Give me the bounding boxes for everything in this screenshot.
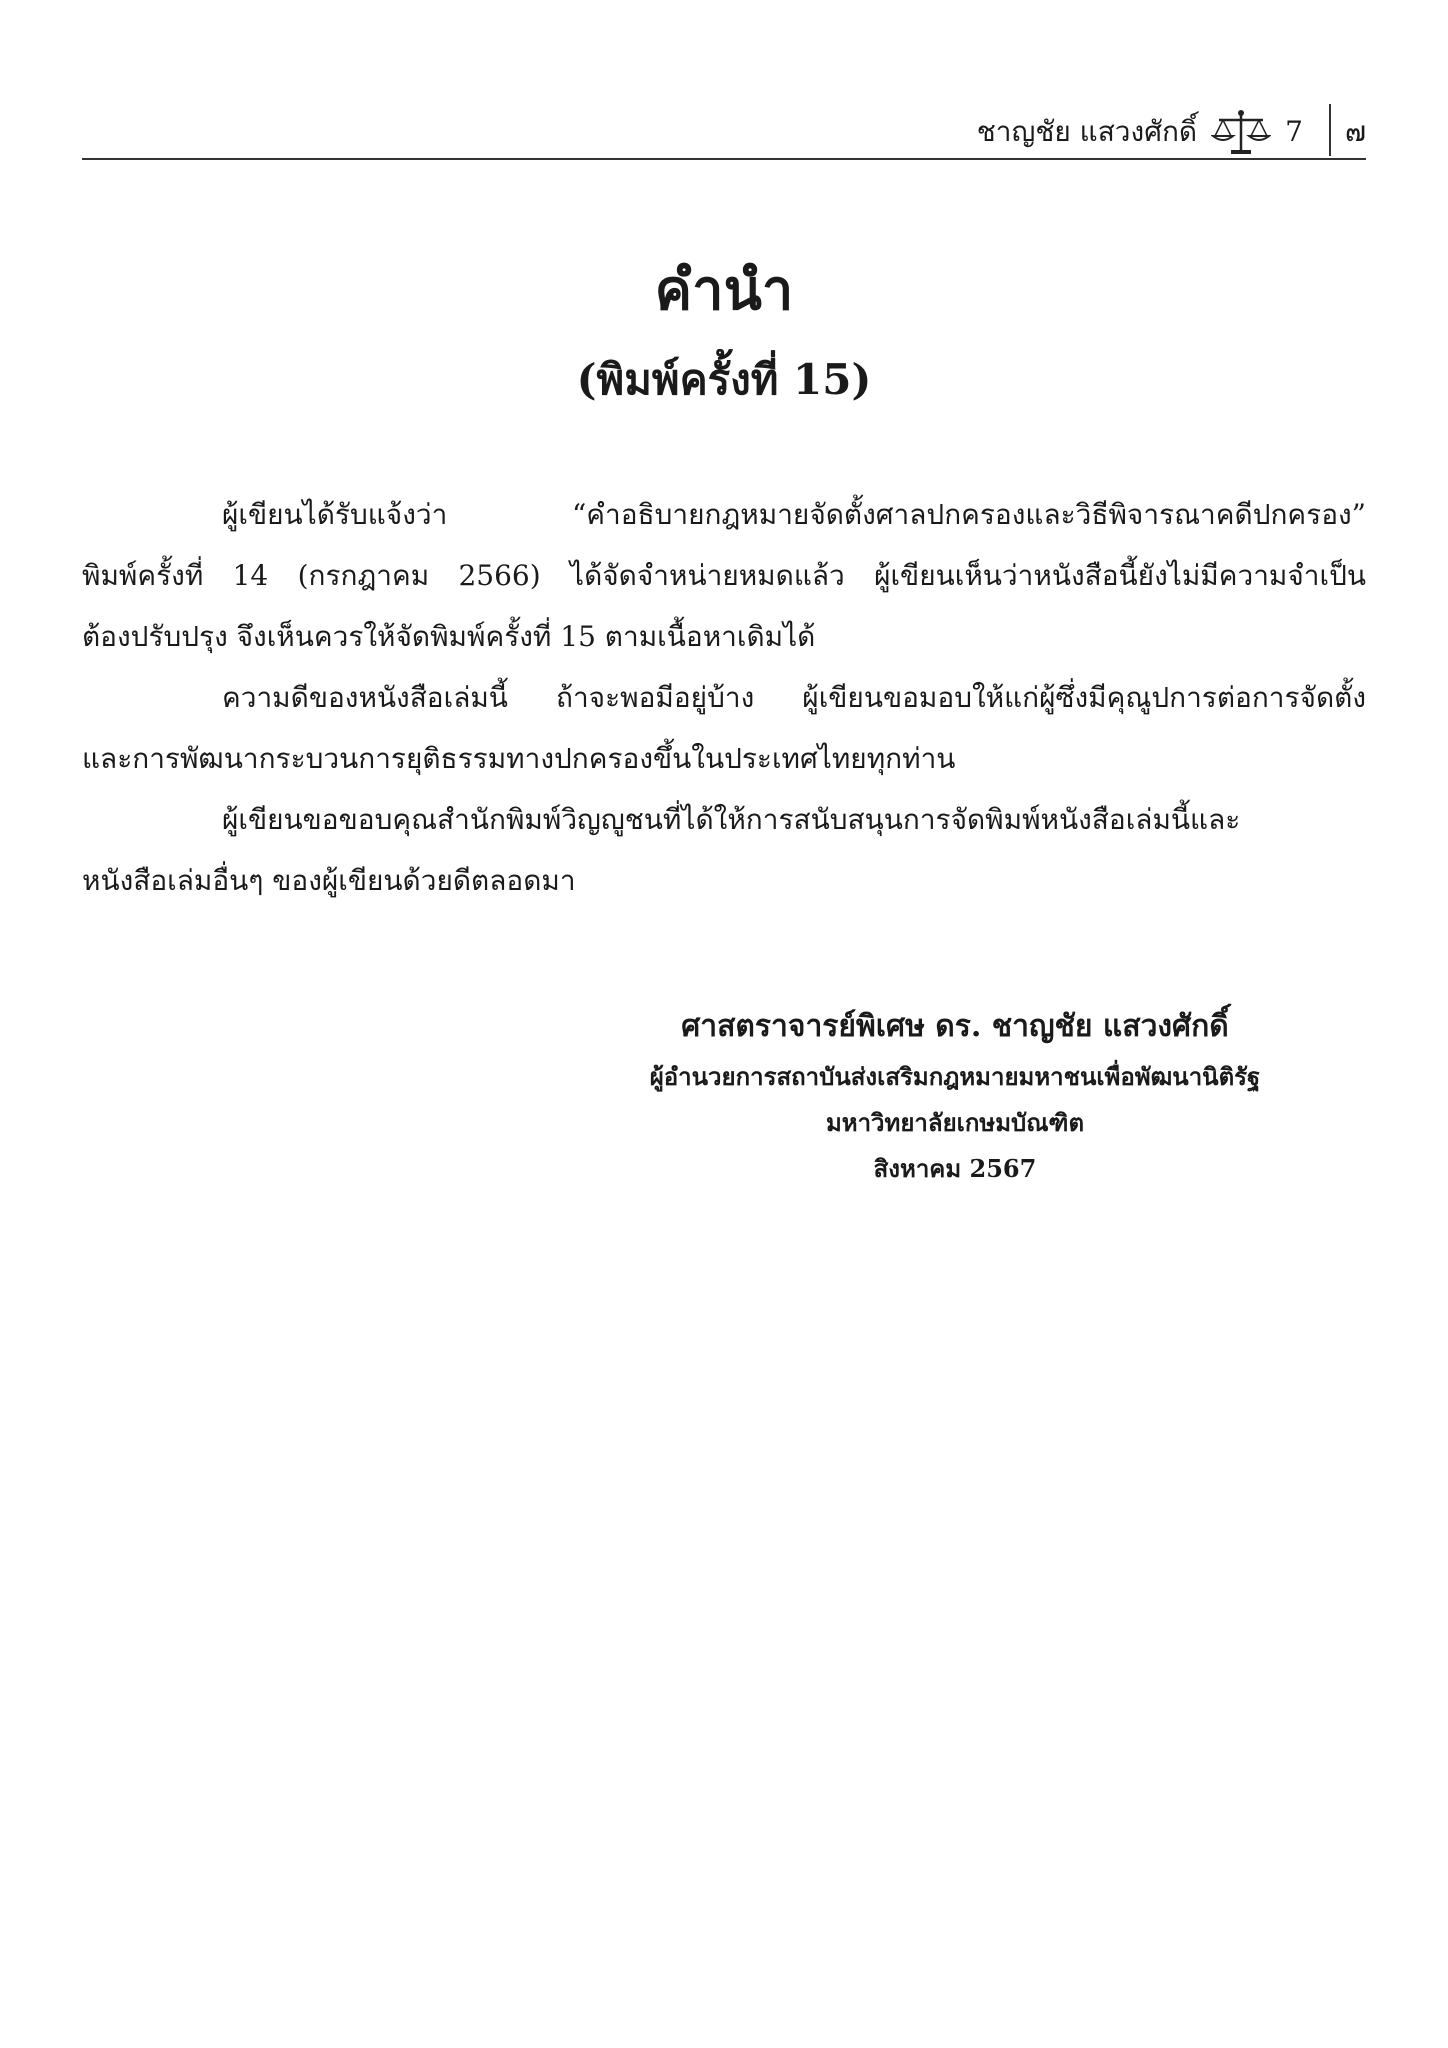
signature-date: สิงหาคม 2567 [873, 1154, 1037, 1183]
running-header [82, 96, 1366, 160]
signature-institution: มหาวิทยาลัยเกษมบัณฑิต [825, 1108, 1085, 1137]
paragraph-1-line-2: พิมพ์ครั้งที่ 14 (กรกฎาคม 2566) ได้จัดจำหน่ายหมดแล้ว ผู้เขียนเห็นว่าหนังสือนี้ยังไม่มีความจำเป็น [82, 559, 1366, 592]
signature-block [560, 1000, 1350, 1192]
paragraph-2-line-1: ความดีของหนังสือเล่มนี้ ถ้าจะพอมีอยู่บ้าง ผู้เขียนขอมอบให้แก่ผู้ซึ่งมีคุณูปการต่อการจัดตั้ง [222, 681, 1366, 714]
signature-name: ศาสตราจารย์พิเศษ ดร. ชาญชัย แสวงศักดิ์ [681, 1009, 1229, 1044]
paragraph-1-line-3: ต้องปรับปรุง จึงเห็นควรให้จัดพิมพ์ครั้งที่ 15 ตามเนื้อหาเดิมได้ [82, 620, 816, 653]
paragraph-3-line-2: หนังสือเล่มอื่นๆ ของผู้เขียนด้วยดีตลอดมา [82, 864, 576, 897]
page-number-thai: ๗ [1344, 115, 1366, 148]
header-info [977, 108, 1366, 156]
header-author: ชาญชัย แสวงศักดิ์ [976, 115, 1198, 148]
paragraph-3-line-1: ผู้เขียนขอขอบคุณสำนักพิมพ์วิญญูชนที่ได้ให้การสนับสนุนการจัดพิมพ์หนังสือเล่มนี้และ [222, 803, 1241, 836]
page-title: คำนำ [654, 257, 794, 323]
page-number-arabic: 7 [1285, 115, 1303, 148]
signature-position: ผู้อำนวยการสถาบันส่งเสริมกฎหมายมหาชนเพื่อพัฒนานิติรัฐ [649, 1062, 1261, 1091]
page-subtitle: (พิมพ์ครั้งที่ 15) [576, 355, 872, 404]
preface-body [82, 484, 1366, 911]
scales-of-justice-icon [1211, 108, 1271, 156]
header-divider [1329, 104, 1331, 156]
paragraph-1-line-1: ผู้เขียนได้รับแจ้งว่า “คำอธิบายกฎหมายจัดตั้งศาลปกครองและวิธีพิจารณาคดีปกครอง” [222, 498, 1366, 531]
paragraph-2-line-2: และการพัฒนากระบวนการยุติธรรมทางปกครองขึ้นในประเทศไทยทุกท่าน [82, 742, 956, 775]
